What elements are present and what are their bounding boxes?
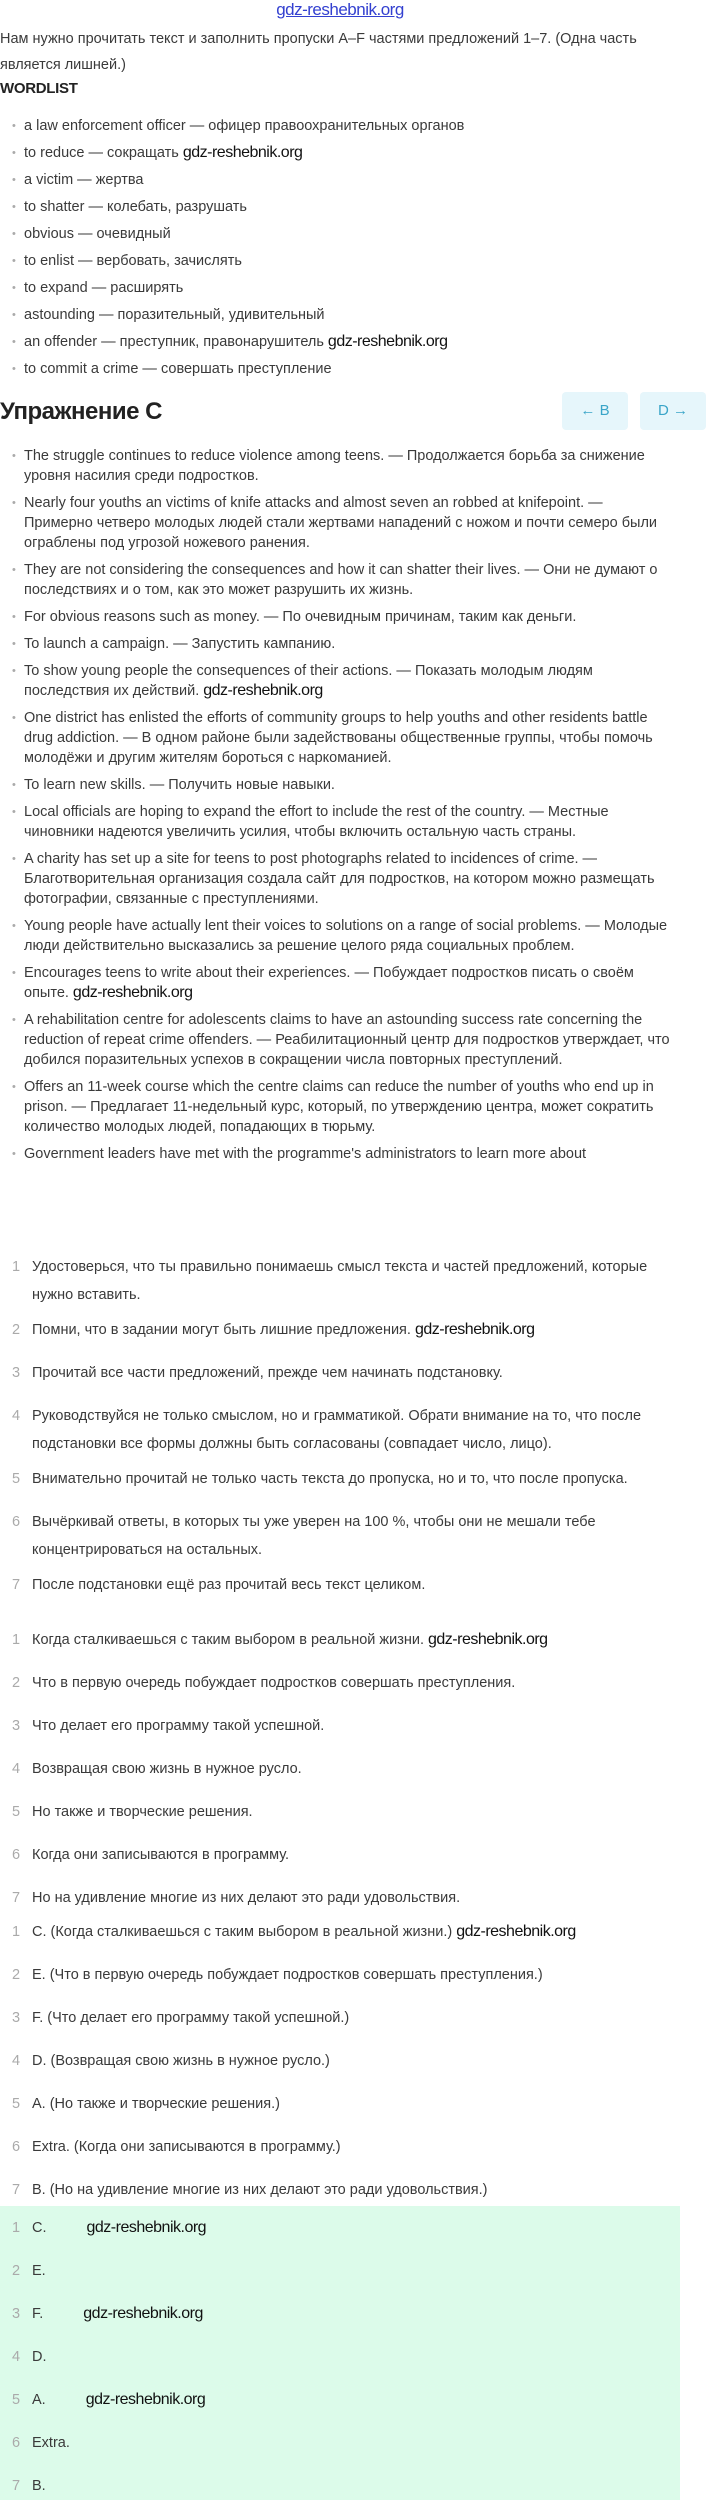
item-text: One district has enlisted the efforts of community groups to help youths and other residents battle drug addiction. — В одном районе были задействованы общественные группы, чтобы помочь молодёжи и другим жителям бороться с наркоманией. bbox=[24, 710, 653, 766]
tip-item bbox=[0, 1359, 660, 1402]
item-number: 2 bbox=[12, 1967, 21, 1983]
short-answer-item bbox=[0, 2300, 660, 2343]
item-text: Offers an 11-week course which the centre claims can reduce the number of youths who end up in prison. — Предлагает 11-недельный курс, который, по утверждению центра, может сократить количество молодых людей, попадающих в тюрьму. bbox=[24, 1079, 654, 1135]
item-text: B. (Но на удивление многие из них делают это ради удовольствия.) bbox=[32, 2182, 488, 2198]
item-number: 1 bbox=[12, 1924, 21, 1940]
watermark-text: gdz-reshebnik.org bbox=[83, 2305, 203, 2322]
item-text: B. bbox=[32, 2478, 46, 2494]
part-item bbox=[0, 1626, 660, 1669]
item-number: 7 bbox=[12, 2182, 21, 2198]
item-text: to reduce — сокращать bbox=[24, 145, 179, 161]
answer-item bbox=[0, 2047, 660, 2090]
item-text: C. bbox=[32, 2220, 47, 2236]
item-text: E. bbox=[32, 2263, 46, 2279]
site-watermark-link[interactable]: gdz-reshebnik.org bbox=[276, 0, 404, 19]
part-item bbox=[0, 1669, 660, 1712]
item-number: 4 bbox=[12, 2053, 21, 2069]
item-number: 3 bbox=[12, 2306, 21, 2322]
answer-item bbox=[0, 2090, 660, 2133]
item-text: A. bbox=[32, 2392, 46, 2408]
watermark-text: gdz-reshebnik.org bbox=[414, 1321, 535, 1338]
item-number: 2 bbox=[12, 1322, 21, 1338]
item-text: Но на удивление многие из них делают это ради удовольствия. bbox=[32, 1890, 461, 1906]
item-text: Extra. bbox=[32, 2435, 70, 2451]
short-answer-item bbox=[0, 2386, 660, 2429]
item-text: Возвращая свою жизнь в нужное русло. bbox=[32, 1761, 302, 1777]
wordlist-item bbox=[0, 251, 670, 271]
task-instructions: Нам нужно прочитать текст и заполнить пропуски A–F частями предложений 1–7. (Одна часть является лишней.) bbox=[0, 31, 637, 73]
item-text: The struggle continues to reduce violence among teens. — Продолжается борьба за снижение уровня насилия среди подростков. bbox=[24, 448, 645, 484]
sentence-item bbox=[0, 560, 672, 600]
item-text: Extra. (Когда они записываются в программу.) bbox=[32, 2139, 341, 2155]
tip-item bbox=[0, 1465, 660, 1508]
sentence-item bbox=[0, 1010, 672, 1070]
watermark-text: gdz-reshebnik.org bbox=[72, 984, 193, 1001]
sentence-item bbox=[0, 634, 672, 654]
item-text: To learn new skills. — Получить новые навыки. bbox=[24, 777, 335, 793]
sentence-item bbox=[0, 493, 672, 553]
tip-item bbox=[0, 1253, 660, 1316]
answer-item bbox=[0, 2133, 660, 2176]
item-text: to shatter — колебать, разрушать bbox=[24, 199, 247, 215]
item-number: 2 bbox=[12, 1675, 21, 1691]
tip-item bbox=[0, 1571, 660, 1614]
item-number: 4 bbox=[12, 1761, 21, 1777]
sentence-item bbox=[0, 849, 672, 909]
item-number: 2 bbox=[12, 2263, 21, 2279]
short-answer-item bbox=[0, 2472, 660, 2515]
item-text: Local officials are hoping to expand the effort to include the rest of the country. — Местные чиновники надеются увеличить усилия, чтобы включить остальную часть страны. bbox=[24, 804, 609, 840]
item-text: Удостоверься, что ты правильно понимаешь смысл текста и частей предложений, которые нужно вставить. bbox=[32, 1259, 648, 1303]
item-text: C. (Когда сталкиваешься с таким выбором в реальной жизни.) bbox=[32, 1924, 453, 1940]
sentence-translations bbox=[0, 446, 672, 1171]
item-text: For obvious reasons such as money. — По очевидным причинам, таким как деньги. bbox=[24, 609, 577, 625]
item-text: Вычёркивай ответы, в которых ты уже уверен на 100 %, чтобы они не мешали тебе концентрироваться на остальных. bbox=[32, 1514, 596, 1558]
sentence-item bbox=[0, 775, 672, 795]
item-text: F. (Что делает его программу такой успешной.) bbox=[32, 2010, 350, 2026]
item-number: 3 bbox=[12, 1718, 21, 1734]
sentence-item bbox=[0, 802, 672, 842]
item-number: 6 bbox=[12, 1514, 21, 1530]
answers-list bbox=[0, 1918, 660, 2219]
item-text: Внимательно прочитай не только часть текста до пропуска, но и то, что после пропуска. bbox=[32, 1471, 628, 1487]
item-number: 3 bbox=[12, 1365, 21, 1381]
answer-item bbox=[0, 2004, 660, 2047]
item-text: Что в первую очередь побуждает подростков совершать преступления. bbox=[32, 1675, 516, 1691]
wordlist-item bbox=[0, 116, 670, 136]
item-text: They are not considering the consequences and how it can shatter their lives. — Они не думают о последствиях и о том, как это может разрушить их жизнь. bbox=[24, 562, 658, 598]
item-number: 5 bbox=[12, 2096, 21, 2112]
short-answer-item bbox=[0, 2343, 660, 2386]
item-text: to enlist — вербовать, зачислять bbox=[24, 253, 242, 269]
watermark-text: gdz-reshebnik.org bbox=[86, 2219, 207, 2236]
exercise-heading: Упражнение C bbox=[0, 398, 162, 425]
watermark-text: gdz-reshebnik.org bbox=[85, 2391, 206, 2408]
item-number: 7 bbox=[12, 1577, 21, 1593]
item-number: 6 bbox=[12, 2435, 21, 2451]
wordlist bbox=[0, 116, 670, 386]
part-item bbox=[0, 1798, 660, 1841]
tip-item bbox=[0, 1316, 660, 1359]
item-number: 4 bbox=[12, 2349, 21, 2365]
tip-item bbox=[0, 1402, 660, 1465]
watermark-text: gdz-reshebnik.org bbox=[182, 144, 303, 161]
item-number: 1 bbox=[12, 1259, 21, 1275]
sentence-item bbox=[0, 916, 672, 956]
wordlist-item bbox=[0, 332, 670, 352]
item-text: Прочитай все части предложений, прежде чем начинать подстановку. bbox=[32, 1365, 503, 1381]
item-number: 7 bbox=[12, 1890, 21, 1906]
sentence-item bbox=[0, 963, 672, 1003]
item-text: Young people have actually lent their voices to solutions on a range of social problems. — Молодые люди действительно высказались за решение целого ряда социальных проблем. bbox=[24, 918, 668, 954]
sentence-item bbox=[0, 1077, 672, 1137]
wordlist-heading: WORDLIST bbox=[0, 80, 78, 97]
item-text: D. (Возвращая свою жизнь в нужное русло.) bbox=[32, 2053, 330, 2069]
watermark-text: gdz-reshebnik.org bbox=[327, 333, 448, 350]
sentence-item bbox=[0, 708, 672, 768]
part-item bbox=[0, 1841, 660, 1884]
item-text: Что делает его программу такой успешной. bbox=[32, 1718, 325, 1734]
item-text: Помни, что в задании могут быть лишние предложения. bbox=[32, 1322, 411, 1338]
item-text: astounding — поразительный, удивительный bbox=[24, 307, 325, 323]
item-number: 5 bbox=[12, 2392, 21, 2408]
sentence-parts-list bbox=[0, 1626, 660, 1927]
sentence-item bbox=[0, 446, 672, 486]
item-text: Nearly four youths an victims of knife attacks and almost seven an robbed at knifepoint. — Примерно четверо молодых людей стали жертвами нападений с ножом и почти семеро были ограблены под угрозой ножевого ранения. bbox=[24, 495, 658, 551]
wordlist-item bbox=[0, 197, 670, 217]
wordlist-item bbox=[0, 170, 670, 190]
wordlist-item bbox=[0, 143, 670, 163]
short-answer-item bbox=[0, 2429, 660, 2472]
item-text: Когда сталкиваешься с таким выбором в реальной жизни. bbox=[32, 1632, 424, 1648]
item-text: A rehabilitation centre for adolescents claims to have an astounding success rate concerning the reduction of repeat crime offenders. — Реабилитационный центр для подростков утверждает, что добился поразительных успехов в сокращении числа повторных преступлений. bbox=[24, 1012, 670, 1068]
item-number: 1 bbox=[12, 2220, 21, 2236]
item-number: 6 bbox=[12, 1847, 21, 1863]
item-number: 6 bbox=[12, 2139, 21, 2155]
tip-item bbox=[0, 1508, 660, 1571]
prev-exercise-button[interactable]: ← B bbox=[562, 392, 628, 430]
item-text: Government leaders have met with the programme's administrators to learn more about bbox=[24, 1146, 587, 1162]
watermark-text: gdz-reshebnik.org bbox=[456, 1923, 576, 1940]
short-answer-item bbox=[0, 2257, 660, 2300]
short-answer-item bbox=[0, 2214, 660, 2257]
wordlist-item bbox=[0, 278, 670, 298]
item-text: to commit a crime — совершать преступление bbox=[24, 361, 332, 377]
item-number: 5 bbox=[12, 1471, 21, 1487]
item-number: 5 bbox=[12, 1804, 21, 1820]
part-item bbox=[0, 1755, 660, 1798]
item-text: To launch a campaign. — Запустить кампанию. bbox=[24, 636, 336, 652]
tips-list bbox=[0, 1253, 660, 1614]
item-text: obvious — очевидный bbox=[24, 226, 171, 242]
next-exercise-button[interactable]: D → bbox=[640, 392, 706, 430]
item-text: to expand — расширять bbox=[24, 280, 184, 296]
watermark-text: gdz-reshebnik.org bbox=[203, 682, 323, 699]
item-number: 1 bbox=[12, 1632, 21, 1648]
short-answers-list bbox=[0, 2214, 660, 2515]
item-text: После подстановки ещё раз прочитай весь текст целиком. bbox=[32, 1577, 426, 1593]
item-number: 4 bbox=[12, 1408, 21, 1424]
part-item bbox=[0, 1712, 660, 1755]
item-text: Когда они записываются в программу. bbox=[32, 1847, 290, 1863]
item-number: 3 bbox=[12, 2010, 21, 2026]
item-text: A. (Но также и творческие решения.) bbox=[32, 2096, 280, 2112]
sentence-item bbox=[0, 661, 672, 701]
item-text: E. (Что в первую очередь побуждает подростков совершать преступления.) bbox=[32, 1967, 543, 1983]
item-text: D. bbox=[32, 2349, 47, 2365]
item-text: F. bbox=[32, 2306, 44, 2322]
item-number: 7 bbox=[12, 2478, 21, 2494]
item-text: an offender — преступник, правонарушитель bbox=[24, 334, 324, 350]
item-text: Encourages teens to write about their experiences. — Побуждает подростков писать о своём опыте. bbox=[24, 965, 634, 1001]
item-text: a victim — жертва bbox=[24, 172, 144, 188]
wordlist-item bbox=[0, 224, 670, 244]
answer-item bbox=[0, 1918, 660, 1961]
item-text: Руководствуйся не только смыслом, но и грамматикой. Обрати внимание на то, что после подстановки все формы должны быть согласованы (совпадает число, лицо). bbox=[32, 1408, 642, 1452]
item-text: Но также и творческие решения. bbox=[32, 1804, 253, 1820]
watermark-text: gdz-reshebnik.org bbox=[428, 1631, 548, 1648]
wordlist-item bbox=[0, 305, 670, 325]
item-text: To show young people the consequences of their actions. — Показать молодым людям последствия их действий. bbox=[24, 663, 593, 699]
wordlist-item bbox=[0, 359, 670, 379]
answer-key-panel bbox=[0, 2206, 680, 2500]
item-text: a law enforcement officer — офицер правоохранительных органов bbox=[24, 118, 465, 134]
sentence-item bbox=[0, 607, 672, 627]
item-text: A charity has set up a site for teens to post photographs related to incidences of crime. — Благотворительная организация создала сайт для подростков, на котором можно размещать фотографии, связанные с преступлениями. bbox=[24, 851, 655, 907]
sentence-item bbox=[0, 1144, 672, 1164]
answer-item bbox=[0, 1961, 660, 2004]
